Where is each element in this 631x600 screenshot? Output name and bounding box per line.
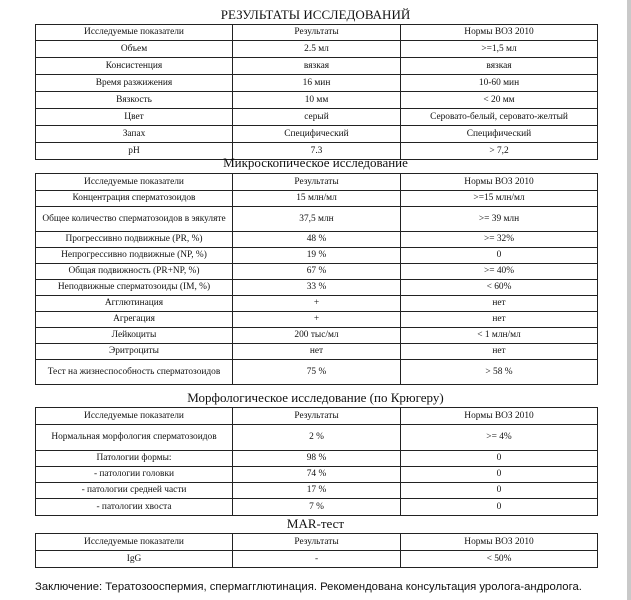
- table-cell: 0: [401, 483, 598, 499]
- header-cell: Результаты: [233, 408, 401, 425]
- table-row: [36, 551, 598, 568]
- header-cell: Нормы ВОЗ 2010: [401, 408, 598, 425]
- table-row: [36, 499, 598, 516]
- header-cell: Нормы ВОЗ 2010: [401, 25, 598, 41]
- table-cell: >= 4%: [401, 425, 598, 451]
- table-cell: 48 %: [233, 232, 401, 248]
- table-row: [36, 264, 598, 280]
- table-cell: +: [233, 312, 401, 328]
- table-cell: < 1 млн/мл: [401, 328, 598, 344]
- table-cell: - патологии средней части: [36, 483, 233, 499]
- table-cell: Серовато-белый, серовато-желтый: [401, 109, 598, 126]
- table-cell: 0: [401, 248, 598, 264]
- table-row: [36, 232, 598, 248]
- table-cell: Агглютинация: [36, 296, 233, 312]
- table-row: [36, 75, 598, 92]
- table-cell: Цвет: [36, 109, 233, 126]
- table-cell: 17 %: [233, 483, 401, 499]
- table-cell: +: [233, 296, 401, 312]
- table-cell: Лейкоциты: [36, 328, 233, 344]
- header-cell: Результаты: [233, 534, 401, 551]
- table-row: [36, 280, 598, 296]
- table-cell: < 60%: [401, 280, 598, 296]
- table-cell: Агрегация: [36, 312, 233, 328]
- table-cell: нет: [401, 296, 598, 312]
- results-table: [35, 24, 598, 160]
- section-title-mar-test: MAR-тест: [286, 516, 345, 531]
- header-cell: Нормы ВОЗ 2010: [401, 534, 598, 551]
- table-cell: Специфический: [401, 126, 598, 143]
- table-cell: < 50%: [401, 551, 598, 568]
- table-cell: вязкая: [401, 58, 598, 75]
- page-edge: [627, 0, 631, 600]
- table-header-row: [36, 174, 598, 191]
- table-cell: 7.3: [233, 143, 401, 160]
- mar-test-table: [35, 533, 598, 568]
- table-cell: Концентрация сперматозоидов: [36, 191, 233, 207]
- table-cell: нет: [401, 312, 598, 328]
- table-row: [36, 328, 598, 344]
- table-cell: > 58 %: [401, 360, 598, 385]
- table-cell: Тест на жизнеспособность сперматозоидов: [36, 360, 233, 385]
- table-cell: 0: [401, 451, 598, 467]
- table-row: [36, 360, 598, 385]
- table-row: [36, 312, 598, 328]
- table-cell: серый: [233, 109, 401, 126]
- table-row: [36, 92, 598, 109]
- header-cell: Исследуемые показатели: [36, 408, 233, 425]
- table-cell: 10-60 мин: [401, 75, 598, 92]
- table-cell: Общее количество сперматозоидов в эякуляте: [36, 207, 233, 232]
- table-cell: вязкая: [233, 58, 401, 75]
- table-cell: Неподвижные сперматозоиды (IM, %): [36, 280, 233, 296]
- table-cell: pH: [36, 143, 233, 160]
- table-row: [36, 41, 598, 58]
- table-cell: нет: [233, 344, 401, 360]
- table-row: [36, 248, 598, 264]
- section-title-microscopic: Микроскопическое исследование: [223, 155, 408, 170]
- table-cell: Непрогрессивно подвижные (NP, %): [36, 248, 233, 264]
- table-cell: Вязкость: [36, 92, 233, 109]
- table-cell: Патологии формы:: [36, 451, 233, 467]
- table-row: [36, 425, 598, 451]
- table-cell: >= 40%: [401, 264, 598, 280]
- table-cell: Общая подвижность (PR+NP, %): [36, 264, 233, 280]
- section-title-results: РЕЗУЛЬТАТЫ ИССЛЕДОВАНИЙ: [220, 7, 411, 22]
- table-cell: 19 %: [233, 248, 401, 264]
- table-row: [36, 467, 598, 483]
- table-cell: 0: [401, 499, 598, 516]
- table-cell: 16 мин: [233, 75, 401, 92]
- table-row: [36, 451, 598, 467]
- header-cell: Исследуемые показатели: [36, 174, 233, 191]
- table-cell: >=15 млн/мл: [401, 191, 598, 207]
- header-cell: Исследуемые показатели: [36, 25, 233, 41]
- table-cell: 0: [401, 467, 598, 483]
- table-cell: Объем: [36, 41, 233, 58]
- table-cell: 2 %: [233, 425, 401, 451]
- table-cell: 75 %: [233, 360, 401, 385]
- table-cell: Консистенция: [36, 58, 233, 75]
- table-header-row: [36, 408, 598, 425]
- morphology-table: [35, 407, 598, 516]
- header-cell: Нормы ВОЗ 2010: [401, 174, 598, 191]
- table-cell: 15 млн/мл: [233, 191, 401, 207]
- table-cell: >=1,5 мл: [401, 41, 598, 58]
- table-header-row: [36, 25, 598, 41]
- table-cell: Время разжижения: [36, 75, 233, 92]
- table-cell: < 20 мм: [401, 92, 598, 109]
- table-header-row: [36, 534, 598, 551]
- table-cell: > 7,2: [401, 143, 598, 160]
- table-row: [36, 191, 598, 207]
- table-cell: - патологии головки: [36, 467, 233, 483]
- table-row: [36, 344, 598, 360]
- section-title-morphology: Морфологическое исследование (по Крюгеру): [187, 390, 444, 405]
- table-cell: >= 32%: [401, 232, 598, 248]
- table-cell: -: [233, 551, 401, 568]
- table-cell: IgG: [36, 551, 233, 568]
- table-row: [36, 126, 598, 143]
- table-cell: 7 %: [233, 499, 401, 516]
- table-cell: 74 %: [233, 467, 401, 483]
- header-cell: Результаты: [233, 25, 401, 41]
- header-cell: Исследуемые показатели: [36, 534, 233, 551]
- table-row: [36, 109, 598, 126]
- table-cell: 10 мм: [233, 92, 401, 109]
- conclusion-text: Заключение: Тератозооспермия, спермагглютинация. Рекомендована консультация уролога-андролога.: [35, 581, 582, 593]
- table-cell: нет: [401, 344, 598, 360]
- table-cell: 37,5 млн: [233, 207, 401, 232]
- table-cell: 98 %: [233, 451, 401, 467]
- table-cell: 200 тыс/мл: [233, 328, 401, 344]
- header-cell: Результаты: [233, 174, 401, 191]
- table-cell: Прогрессивно подвижные (PR, %): [36, 232, 233, 248]
- table-cell: >= 39 млн: [401, 207, 598, 232]
- table-row: [36, 296, 598, 312]
- table-row: [36, 58, 598, 75]
- table-cell: Нормальная морфология сперматозоидов: [36, 425, 233, 451]
- table-row: [36, 483, 598, 499]
- table-cell: 2.5 мл: [233, 41, 401, 58]
- table-cell: Специфический: [233, 126, 401, 143]
- table-cell: Запах: [36, 126, 233, 143]
- table-row: [36, 207, 598, 232]
- table-cell: 33 %: [233, 280, 401, 296]
- table-cell: Эритроциты: [36, 344, 233, 360]
- table-cell: - патологии хвоста: [36, 499, 233, 516]
- microscopic-table: [35, 173, 598, 385]
- table-cell: 67 %: [233, 264, 401, 280]
